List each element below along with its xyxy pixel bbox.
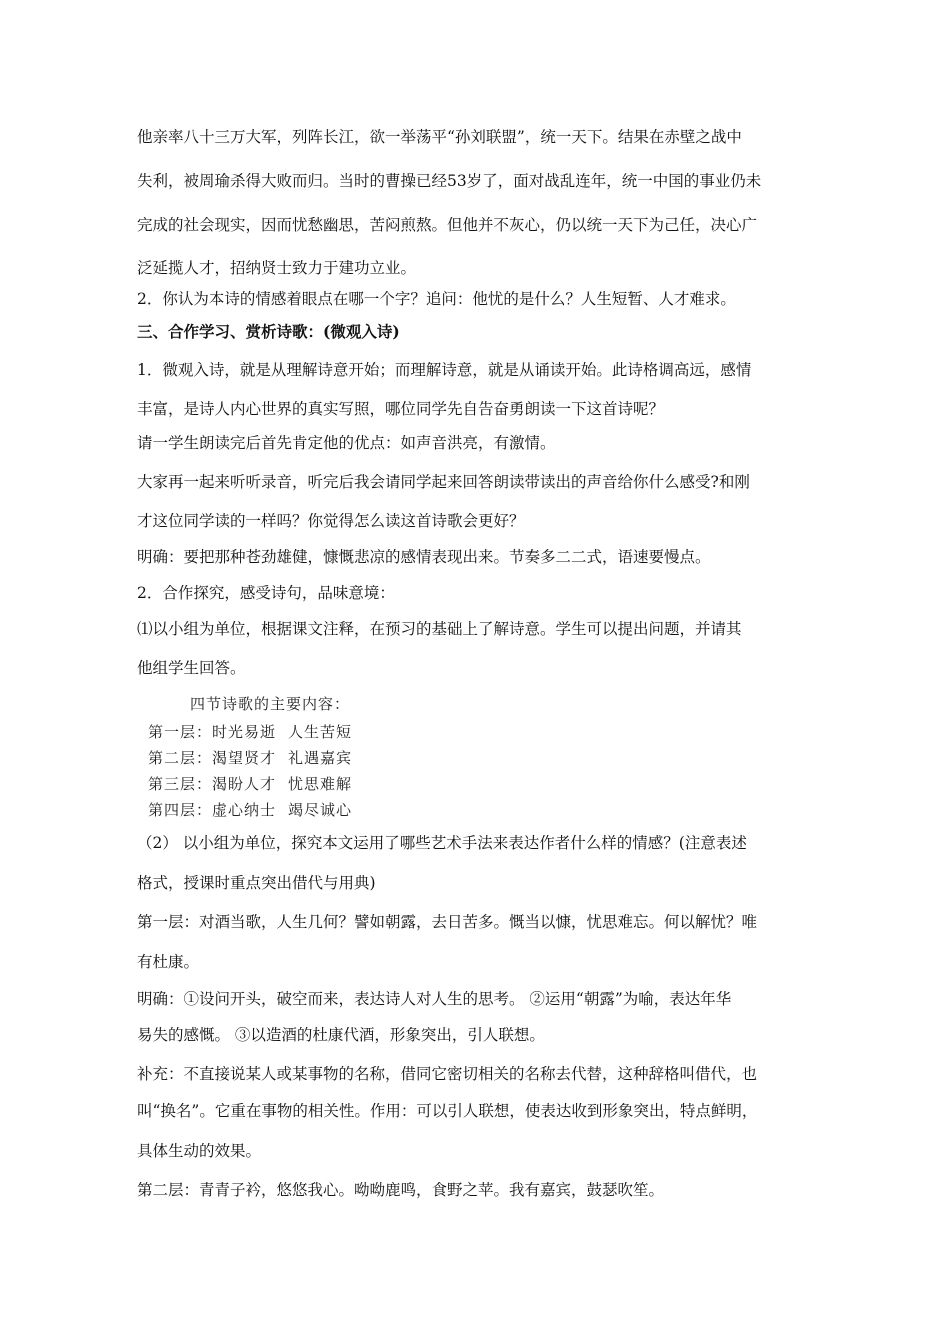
figure-title: 四节诗歌的主要内容： <box>190 695 351 713</box>
figure-row-content: 人生苦短 <box>288 723 353 741</box>
text-line: ⑴以小组为单位，根据课文注释，在预习的基础上了解诗意。学生可以提出问题，并请其 <box>137 620 742 638</box>
text-line: 易失的感慨。 ③以造酒的杜康代酒，形象突出，引人联想。 <box>137 1026 545 1044</box>
text-line: 请一学生朗读完后首先肯定他的优点：如声音洪亮，有激情。 <box>137 434 556 452</box>
figure-row <box>148 721 353 742</box>
figure-row-label: 第四层：虚心纳士 <box>148 801 277 819</box>
text-line: 他组学生回答。 <box>137 659 246 677</box>
figure-row-content: 忧思难解 <box>288 775 353 793</box>
figure-row-content: 竭尽诚心 <box>288 801 353 819</box>
text-line: 1．微观入诗，就是从理解诗意开始；而理解诗意，就是从诵读开始。此诗格调高远，感情 <box>137 361 752 379</box>
text-line: 明确：①设问开头，破空而来，表达诗人对人生的思考。 ②运用“朝露”为喻，表达年华 <box>137 990 732 1008</box>
text-line: 具体生动的效果。 <box>137 1142 262 1160</box>
figure-row-label: 第一层：时光易逝 <box>148 723 277 741</box>
poem-structure-figure <box>148 693 408 823</box>
text-line: 明确：要把那种苍劲雄健，慷慨悲凉的感情表现出来。节奏多二二式，语速要慢点。 <box>137 548 711 566</box>
text-line: 泛延揽人才，招纳贤士致力于建功立业。 <box>137 259 417 277</box>
text-line: 完成的社会现实，因而忧愁幽思，苦闷煎熬。但他并不灰心，仍以统一天下为己任，决心广 <box>137 216 758 234</box>
figure-row-content: 礼遇嘉宾 <box>288 749 353 767</box>
text-line: 失利，被周瑜杀得大败而归。当时的曹操已经53岁了，面对战乱连年，统一中国的事业仍未 <box>137 172 762 190</box>
text-line: 有杜康。 <box>137 953 200 971</box>
text-line: 补充：不直接说某人或某事物的名称，借同它密切相关的名称去代替，这种辞格叫借代，也 <box>137 1065 758 1083</box>
text-line: 大家再一起来听听录音，听完后我会请同学起来回答朗读带读出的声音给你什么感受?和刚 <box>137 473 750 491</box>
text-line: （2） 以小组为单位，探究本文运用了哪些艺术手法来表达作者什么样的情感？(注意表述 <box>137 834 747 852</box>
text-line: 第二层：青青子衿，悠悠我心。呦呦鹿鸣，食野之苹。我有嘉宾，鼓瑟吹笙。 <box>137 1181 665 1199</box>
figure-row-label: 第二层：渴望贤才 <box>148 749 277 767</box>
text-line: 才这位同学读的一样吗？你觉得怎么读这首诗歌会更好？ <box>137 512 525 530</box>
figure-row <box>148 773 353 794</box>
text-line: 丰富，是诗人内心世界的真实写照，哪位同学先自告奋勇朗读一下这首诗呢？ <box>137 400 665 418</box>
text-line: 2．你认为本诗的情感着眼点在哪一个字？追问：他忧的是什么？人生短暂、人才难求。 <box>137 290 736 308</box>
text-line: 他亲率八十三万大军，列阵长江，欲一举荡平“孙刘联盟”，统一天下。结果在赤壁之战中 <box>137 128 742 146</box>
text-line: 格式，授课时重点突出借代与用典) <box>137 874 376 892</box>
text-line: 2．合作探究，感受诗句，品味意境： <box>137 584 395 602</box>
section-heading: 三、合作学习、赏析诗歌：(微观入诗) <box>137 322 400 341</box>
figure-row-label: 第三层：渴盼人才 <box>148 775 277 793</box>
text-line: 第一层：对酒当歌，人生几何？譬如朝露，去日苦多。慨当以慷，忧思难忘。何以解忧？唯 <box>137 913 758 931</box>
text-line: 叫“换名”。它重在事物的相关性。作用：可以引人联想，使表达收到形象突出，特点鲜明， <box>137 1102 758 1120</box>
figure-row <box>148 799 353 820</box>
figure-row <box>148 747 353 768</box>
